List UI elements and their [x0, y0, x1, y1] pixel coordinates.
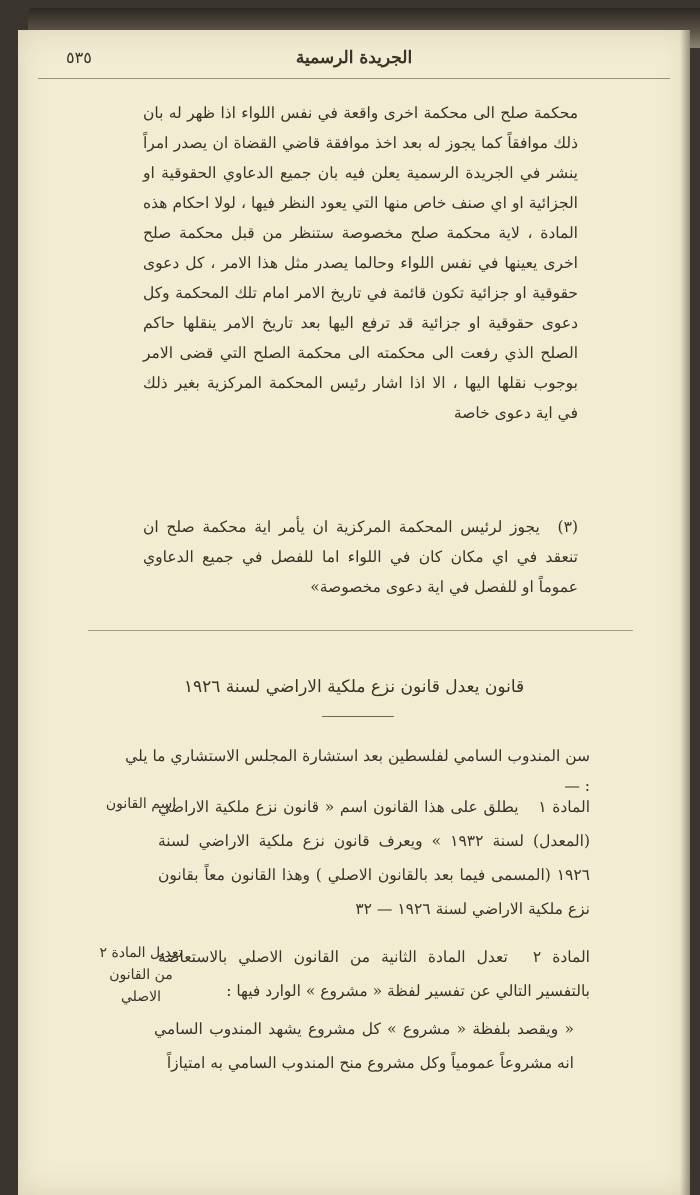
margin-note-amend-article-2: تعديل المادة ٢ من القانون الاصلي — [99, 945, 183, 1005]
article-2 — [158, 940, 590, 1008]
margin-note-law-name: اسم القانون — [105, 796, 177, 812]
title-underline — [322, 716, 394, 717]
section-divider — [88, 630, 633, 631]
document-page — [18, 30, 690, 1195]
article-1 — [158, 790, 590, 926]
paragraph-continuation: محكمة صلح الى محكمة اخرى واقعة في نفس اللواء اذا ظهر له بان ذلك موافقاً كما يجوز له بعد اخذ موافقة قاضي القضاة ان يصدر امراً ينشر في الجريدة الرسمية يعلن فيه بان جميع الدعاوي الحقوقية او الجزائية او اي صنف خاص منها التي يعود النظر فيها ، لولا احكام هذه المادة ، لاية محكمة صلح مخصوصة ستنظر من قبل محكمة صلح اخرى يعينها في نفس اللواء وحالما يصدر مثل هذا الامر ، كل دعوى حقوقية او جزائية تكون قائمة في تاريخ الامر امام تلك المحكمة وكل دعوى حقوقية او جزائية قد ترفع اليها بعد تاريخ الامر ينقلها حاكم الصلح الذي رفعت الى محكمته الى محكمة الصلح التي قضى الامر بوجوب نقلها اليها ، الا اذا اشار رئيس المحكمة المركزية بغير ذلك في اية دعوى خاصة — [143, 104, 578, 422]
binding-shadow — [680, 30, 690, 1195]
definition-quote: « ويقصد بلفظة « مشروع » كل مشروع يشهد المندوب السامي انه مشروعاً عمومياً وكل مشروع منح المندوب السامي به امتيازاً — [154, 1020, 574, 1072]
page-header — [38, 44, 670, 79]
article-number: المادة ١ — [538, 798, 591, 816]
article-text: تعدل المادة الثانية من القانون الاصلي بالاستعاضة بالتفسير التالي عن تفسير لفظة « مشروع » الوارد فيها : — [158, 948, 590, 1000]
article-number: المادة ٢ — [532, 948, 590, 966]
page-number: ٥٣٥ — [66, 48, 92, 67]
law-preamble: سن المندوب السامي لفلسطين بعد استشارة المجلس الاستشاري ما يلي : — — [125, 747, 590, 795]
journal-title: الجريدة الرسمية — [295, 48, 413, 68]
paragraph-clause-3 — [143, 512, 578, 602]
clause-number: (٣) — [557, 518, 578, 536]
article-text: يطلق على هذا القانون اسم « قانون نزع ملكية الاراضي (المعدل) لسنة ١٩٣٢ » ويعرف قانون نزع ملكية الاراضي لسنة ١٩٢٦ (المسمى فيما بعد بالقانون الاصلي ) وهذا القانون معاً بقانون نزع ملكية الاراضي لسنة ١٩٢٦ — ٣٢ — [158, 798, 591, 918]
clause-text: يجوز لرئيس المحكمة المركزية ان يأمر اية محكمة صلح ان تنعقد في اي مكان كان في اللواء اما للفصل في جميع الدعاوي عموماً او للفصل في اية دعوى مخصوصة» — [143, 518, 578, 596]
law-title: قانون يعدل قانون نزع ملكية الاراضي لسنة ١٩٢٦ — [183, 677, 525, 697]
